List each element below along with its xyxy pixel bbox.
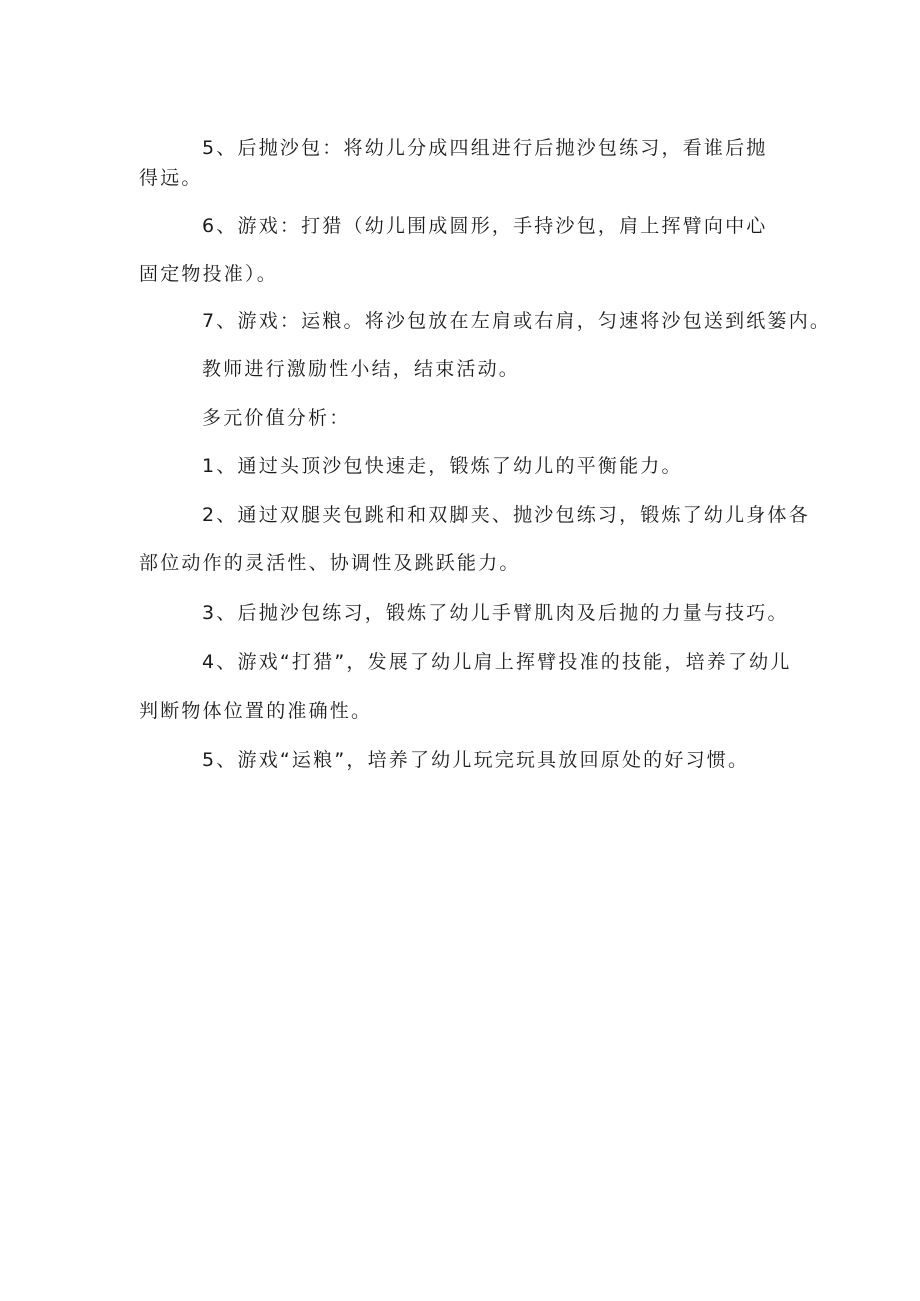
paragraph-5-backward-toss-line-1: 5、后抛沙包：将幼儿分成四组进行后抛沙包练习，看谁后抛 xyxy=(202,137,768,159)
analysis-item-3: 3、后抛沙包练习，锻炼了幼儿手臂肌肉及后抛的力量与技巧。 xyxy=(202,602,789,624)
paragraph-7-grain-game: 7、游戏：运粮。将沙包放在左肩或右肩，匀速将沙包送到纸篓内。 xyxy=(202,310,832,332)
value-analysis-heading: 多元价值分析： xyxy=(202,407,351,429)
paragraph-6-hunting-game-line-2: 固定物投准）。 xyxy=(139,263,278,285)
analysis-item-5: 5、游戏“运粮”，培养了幼儿玩完玩具放回原处的好习惯。 xyxy=(202,749,750,771)
analysis-item-4-line-1: 4、游戏“打猎”，发展了幼儿肩上挥臂投准的技能，培养了幼儿 xyxy=(202,651,792,673)
analysis-item-1: 1、通过头顶沙包快速走，锻炼了幼儿的平衡能力。 xyxy=(202,455,683,477)
analysis-item-4-line-2: 判断物体位置的准确性。 xyxy=(139,700,373,722)
analysis-item-2-line-2: 部位动作的灵活性、协调性及跳跃能力。 xyxy=(139,552,521,574)
teacher-summary: 教师进行激励性小结，结束活动。 xyxy=(202,358,521,380)
analysis-item-2-line-1: 2、通过双腿夹包跳和和双脚夹、抛沙包练习，锻炼了幼儿身体各 xyxy=(202,504,810,526)
paragraph-6-hunting-game-line-1: 6、游戏：打猎（幼儿围成圆形，手持沙包，肩上挥臂向中心 xyxy=(202,215,768,237)
paragraph-5-backward-toss-line-2: 得远。 xyxy=(139,167,203,189)
